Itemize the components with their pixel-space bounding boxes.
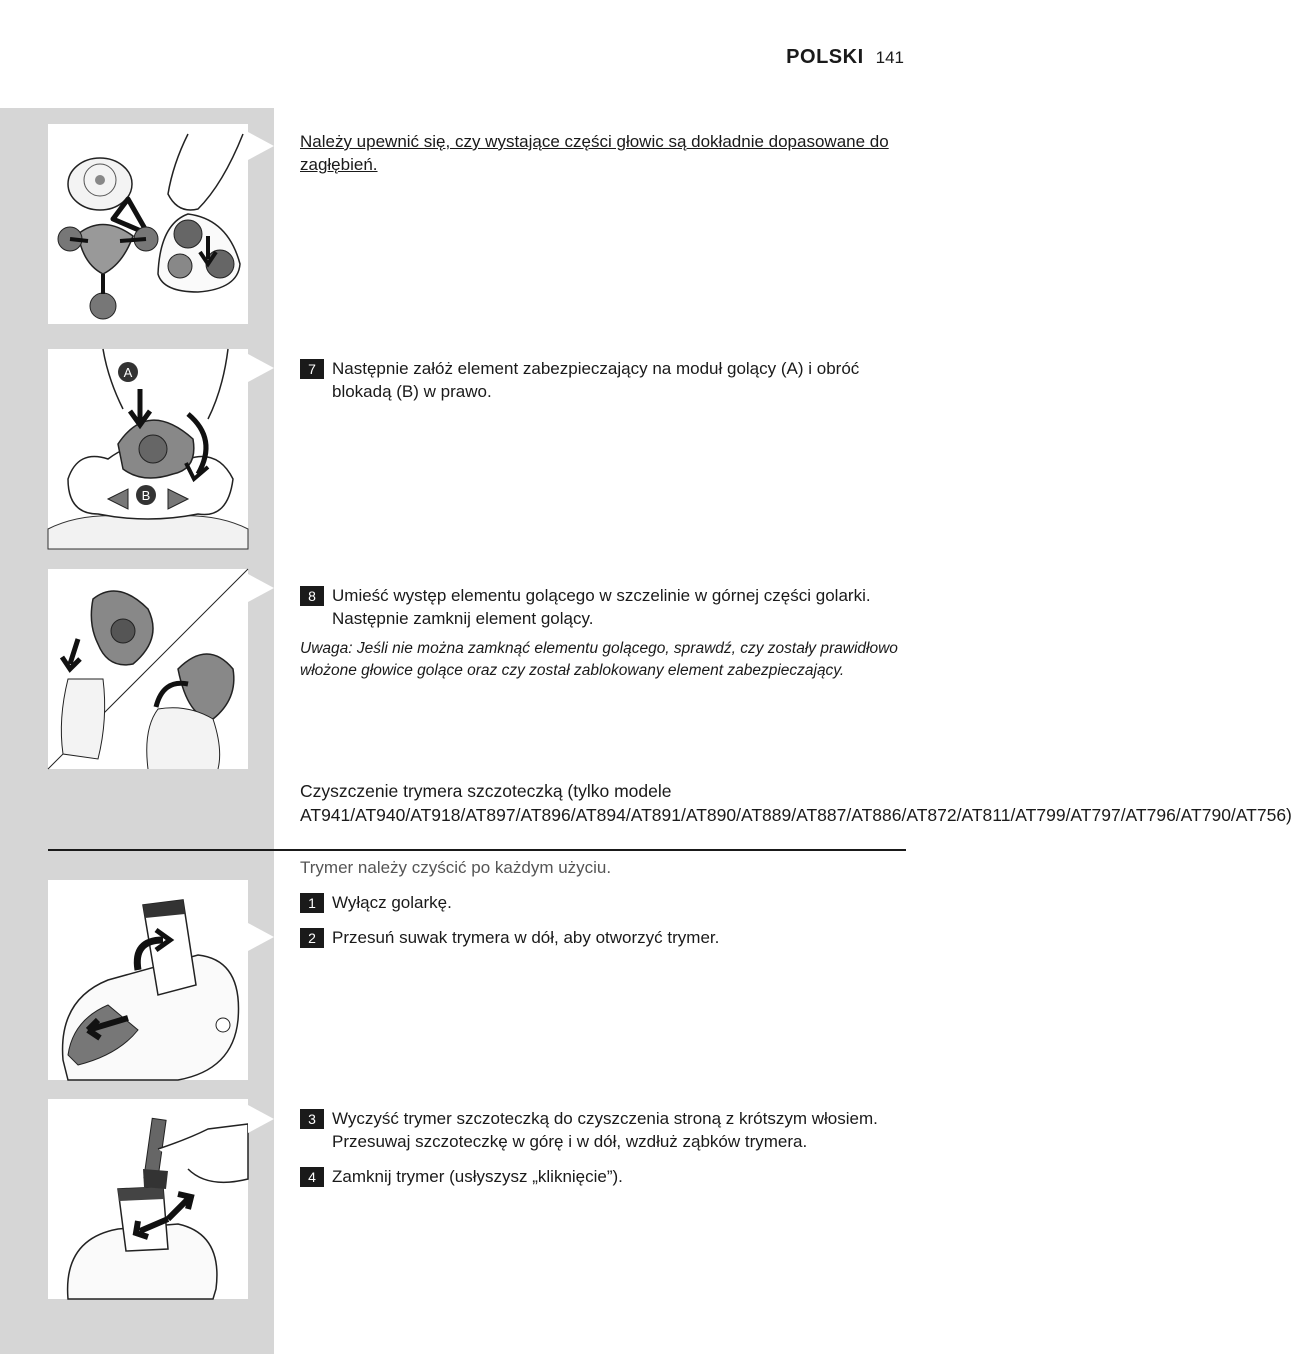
figure-shaving-heads-alignment — [48, 124, 248, 324]
trim-steps-3-4 — [300, 1107, 906, 1188]
trim-step-3 — [300, 1107, 906, 1153]
section-divider — [48, 849, 906, 851]
step-text: Przesuń suwak trymera w dół, aby otworzyć trymer. — [332, 928, 720, 947]
step-text: Wyczyść trymer szczoteczką do czyszczenia stroną z krótszym włosiem. Przesuwaj szczoteczkę w górę i w dół, wzdłuż ząbków trymera. — [332, 1109, 878, 1151]
step-text: Wyłącz golarkę. — [332, 893, 452, 912]
step-8 — [300, 584, 906, 682]
step-number: 3 — [300, 1109, 324, 1129]
section-title: Czyszczenie trymera szczoteczką (tylko modele AT941/AT940/AT918/AT897/AT896/AT894/AT891/AT890/AT889/AT887/AT886/AT872/AT811/AT799/AT797/AT796/AT790/AT756) — [300, 781, 1292, 825]
step-text: Zamknij trymer (usłyszysz „kliknięcie”). — [332, 1167, 623, 1186]
trim-step-2 — [300, 926, 906, 949]
step-number: 2 — [300, 928, 324, 948]
trim-step-1 — [300, 891, 906, 914]
label-b: B — [141, 488, 151, 503]
figure-close-shaving-unit — [48, 569, 248, 769]
pointer-triangle — [248, 132, 274, 160]
open-trimmer-illustration — [48, 880, 248, 1080]
trim-step-4 — [300, 1165, 906, 1188]
shaving-heads-illustration — [48, 124, 248, 324]
pointer-triangle — [248, 354, 274, 382]
label-a: A — [123, 365, 133, 380]
trim-steps-1-2 — [300, 891, 906, 949]
figure-open-trimmer — [48, 880, 248, 1080]
pointer-triangle — [248, 923, 274, 951]
step-7 — [300, 357, 906, 403]
note-text: Uwaga: Jeśli nie można zamknąć elementu golącego, sprawdź, czy zostały prawidłowo włożone głowice golące oraz czy został zablokowany element zabezpieczający. — [300, 640, 898, 679]
step-number: 4 — [300, 1167, 324, 1187]
close-shaving-unit-illustration — [48, 569, 248, 769]
figure-retaining-frame — [48, 349, 248, 549]
brush-trimmer-illustration — [48, 1099, 248, 1299]
page-header — [786, 46, 904, 69]
step-number: 7 — [300, 359, 324, 379]
page-number: 141 — [875, 48, 904, 67]
figure-brush-trimmer — [48, 1099, 248, 1299]
alignment-instruction: Należy upewnić się, czy wystające części głowic są dokładnie dopasowane do zagłębień. — [300, 132, 889, 174]
step-number: 1 — [300, 893, 324, 913]
step-text: Następnie załóż element zabezpieczający na moduł golący (A) i obróć blokadą (B) w prawo. — [332, 359, 860, 401]
pointer-triangle — [248, 574, 274, 602]
step-text: Umieść występ elementu golącego w szczelinie w górnej części golarki. Następnie zamknij element golący. — [332, 586, 871, 628]
pointer-triangle — [248, 1105, 274, 1133]
retaining-frame-illustration — [48, 349, 248, 549]
section-intro: Trymer należy czyścić po każdym użyciu. — [300, 858, 612, 877]
text-block-alignment — [300, 130, 906, 176]
language-label: POLSKI — [786, 46, 864, 68]
step-number: 8 — [300, 586, 324, 606]
